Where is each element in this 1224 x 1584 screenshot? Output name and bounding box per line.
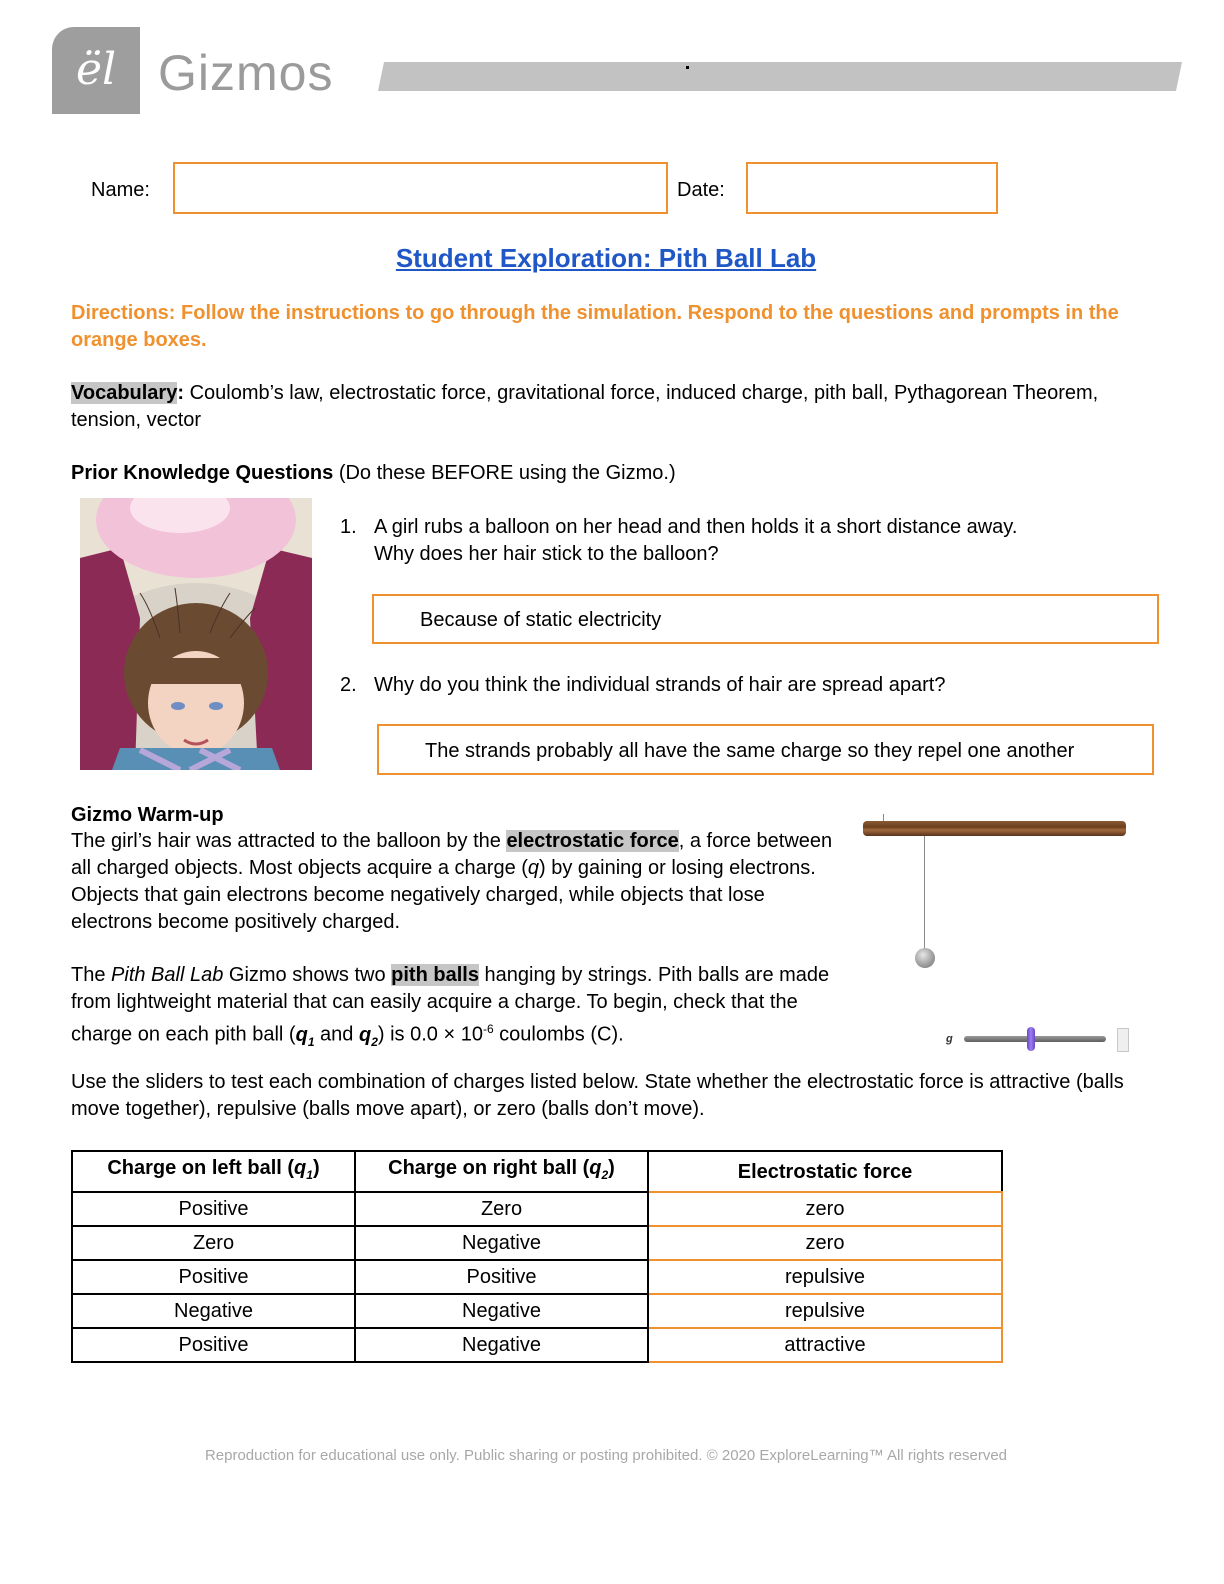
term-electrostatic-force: electrostatic force xyxy=(506,830,679,852)
warmup-p2-text: ) is 0.0 × 10 xyxy=(377,1023,483,1046)
table-row xyxy=(72,1226,1002,1260)
question-2-number: 2. xyxy=(340,674,357,696)
brand-name: Gizmos xyxy=(158,45,334,101)
warmup-p2-text: hanging by strings. Pith balls are made from lightweight material that can easily acquire a charge. To begin, check that the charge on each pith ball ( xyxy=(71,964,830,1046)
left-charge-cell: Negative xyxy=(72,1294,355,1328)
vocabulary-section xyxy=(71,380,1141,434)
header-sub: 2 xyxy=(601,1168,609,1182)
directions-text: Directions: Follow the instructions to go through the simulation. Respond to the questions and prompts in the orange boxes. xyxy=(71,302,1119,351)
girl-balloon-image-icon xyxy=(80,498,312,770)
force-answer-cell[interactable]: repulsive xyxy=(648,1294,1002,1328)
table-row xyxy=(72,1294,1002,1328)
left-charge-cell: Positive xyxy=(72,1260,355,1294)
gravity-value-box[interactable] xyxy=(1117,1028,1129,1052)
force-answer-cell[interactable]: repulsive xyxy=(648,1260,1002,1294)
warmup-paragraph-2 xyxy=(71,962,861,1056)
q2-variable: q xyxy=(358,1023,372,1046)
copyright-footer: Reproduction for educational use only. Public sharing or posting prohibited. © 2020 ExploreLearning™ All rights reserved xyxy=(204,1447,1008,1464)
table-row xyxy=(72,1260,1002,1294)
header-electrostatic-force: Electrostatic force xyxy=(648,1151,1002,1192)
gizmo-name: Pith Ball Lab xyxy=(111,964,224,986)
right-charge-cell: Positive xyxy=(355,1260,648,1294)
page-title: Student Exploration: Pith Ball Lab xyxy=(395,243,817,273)
warmup-p2-text: The xyxy=(71,964,112,986)
question-1-text xyxy=(374,514,1154,568)
exponent: -6 xyxy=(482,1022,494,1036)
warmup-p2-text: coulombs (C). xyxy=(493,1023,624,1046)
table-header-row xyxy=(72,1151,1002,1192)
answer-1-box[interactable] xyxy=(372,594,1159,644)
header-left-charge xyxy=(72,1151,355,1192)
name-field[interactable] xyxy=(173,162,668,214)
wooden-rod xyxy=(863,821,1126,836)
question-1-line1: A girl rubs a balloon on her head and then holds it a short distance away. xyxy=(374,516,1018,538)
warmup-p2-text: Gizmo shows two xyxy=(223,964,392,986)
warmup-paragraph-3: Use the sliders to test each combination of charges listed below. State whether the electrostatic force is attractive (balls move together), repulsive (balls move apart), or zero (balls don’t move). xyxy=(71,1071,1124,1120)
force-answer-cell[interactable]: zero xyxy=(648,1192,1002,1226)
name-label: Name: xyxy=(91,179,150,201)
q1-subscript: 1 xyxy=(307,1034,315,1049)
charge-variable: q xyxy=(527,857,540,879)
force-answer-cell[interactable]: zero xyxy=(648,1226,1002,1260)
rod-tick xyxy=(883,814,884,821)
warmup-paragraph-1 xyxy=(71,828,841,936)
header-text: Charge on right ball ( xyxy=(388,1157,590,1179)
term-pith-balls: pith balls xyxy=(391,964,479,986)
prior-knowledge-title: Prior Knowledge Questions xyxy=(71,462,334,484)
charge-combination-table xyxy=(71,1150,1003,1363)
header-var: q xyxy=(294,1157,307,1179)
header-close: ) xyxy=(312,1157,320,1179)
left-charge-cell: Positive xyxy=(72,1192,355,1226)
header-var: q xyxy=(589,1157,602,1179)
header-right-charge xyxy=(355,1151,648,1192)
header-text: Charge on left ball ( xyxy=(107,1157,295,1179)
warmup-p1-text: ) by gaining or losing electrons. Objects that gain electrons become negatively charged, while objects that lose electrons become positively charged. xyxy=(71,857,816,933)
gravity-slider-label: g xyxy=(946,1033,953,1045)
date-label: Date: xyxy=(677,179,725,201)
warmup-p1-text: The girl’s hair was attracted to the balloon by the xyxy=(71,830,507,852)
right-charge-cell: Negative xyxy=(355,1226,648,1260)
right-charge-cell: Zero xyxy=(355,1192,648,1226)
question-1-line2: Why does her hair stick to the balloon? xyxy=(374,543,719,565)
warmup-p1-text: , a force between all charged objects. Most objects acquire a charge ( xyxy=(71,830,833,879)
header-close: ) xyxy=(608,1157,615,1179)
pith-ball-string xyxy=(924,836,925,950)
header-sub: 1 xyxy=(306,1168,313,1182)
table-row xyxy=(72,1328,1002,1362)
answer-2-box[interactable] xyxy=(377,724,1154,775)
prior-knowledge-heading xyxy=(71,460,676,487)
force-answer-cell[interactable]: attractive xyxy=(648,1328,1002,1362)
left-charge-cell: Positive xyxy=(72,1328,355,1362)
q1-variable: q xyxy=(295,1023,308,1046)
pith-ball-icon xyxy=(915,948,935,968)
answer-2-text: The strands probably all have the same charge so they repel one another xyxy=(425,740,1075,762)
date-field[interactable] xyxy=(746,162,998,214)
left-charge-cell: Zero xyxy=(72,1226,355,1260)
warmup-heading: Gizmo Warm-up xyxy=(71,804,224,826)
q2-subscript: 2 xyxy=(371,1034,378,1049)
right-charge-cell: Negative xyxy=(355,1328,648,1362)
question-1-number: 1. xyxy=(340,516,357,538)
table-row xyxy=(72,1192,1002,1226)
girl-balloon-photo xyxy=(80,498,312,770)
explorelearning-logo-icon: ël xyxy=(75,44,117,95)
header-dot xyxy=(686,66,689,69)
gravity-slider-track[interactable] xyxy=(964,1036,1106,1042)
vocabulary-colon: : xyxy=(177,382,185,404)
answer-1-text: Because of static electricity xyxy=(420,609,662,631)
question-2-text: Why do you think the individual strands of hair are spread apart? xyxy=(374,674,946,696)
vocabulary-terms: Coulomb’s law, electrostatic force, gravitational force, induced charge, pith ball, Pythagorean Theorem, tension, vector xyxy=(71,382,1099,431)
header-bar xyxy=(378,62,1182,91)
gravity-slider-thumb[interactable] xyxy=(1027,1027,1035,1051)
right-charge-cell: Negative xyxy=(355,1294,648,1328)
vocabulary-label: Vocabulary xyxy=(71,382,178,404)
warmup-p2-text: and xyxy=(314,1023,359,1046)
prior-knowledge-note: (Do these BEFORE using the Gizmo.) xyxy=(333,462,676,484)
